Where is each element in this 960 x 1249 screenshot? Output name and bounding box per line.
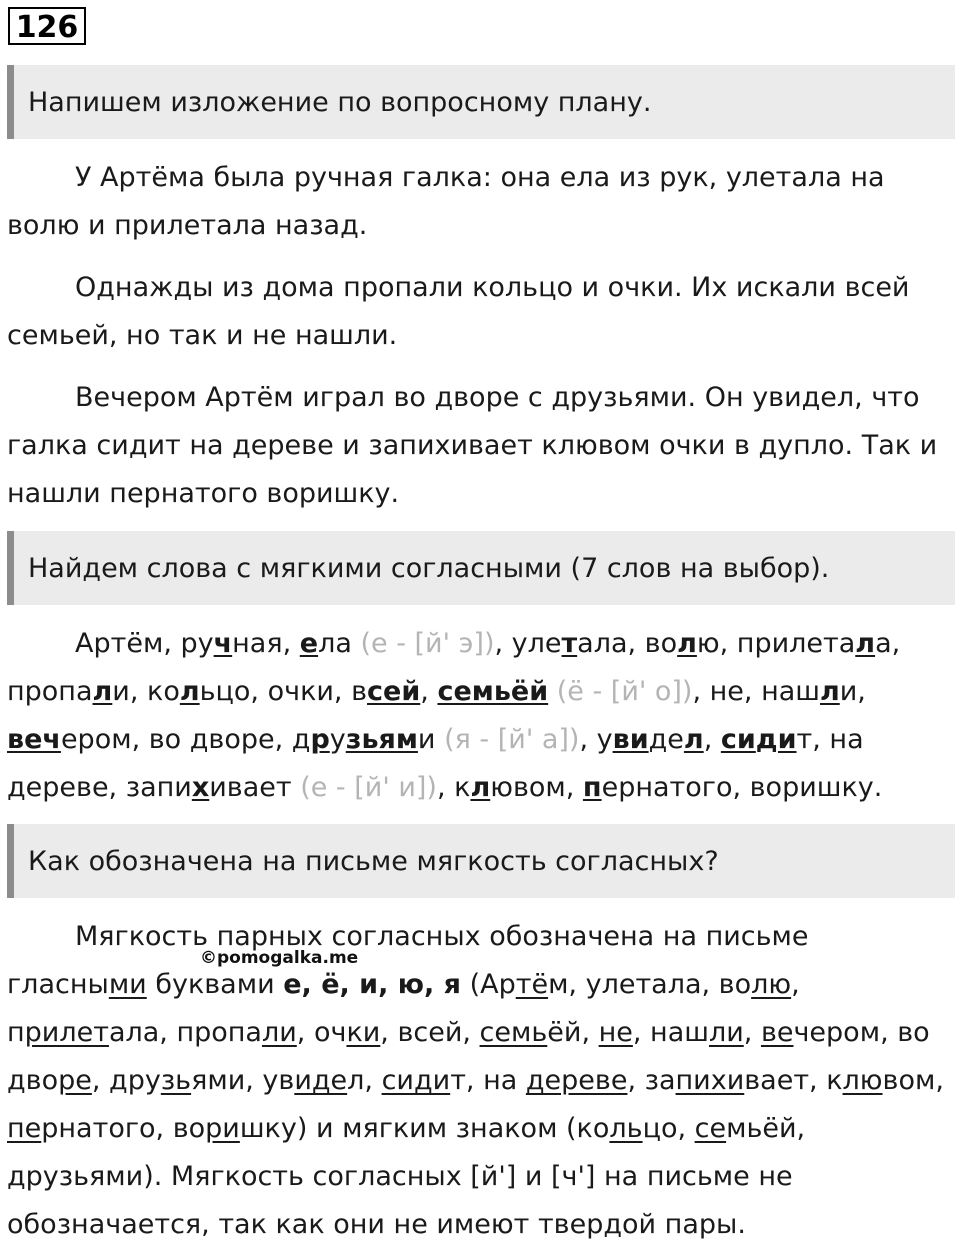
soft-consonant-words: Артём, ручная, ела (е - [й' э]), улетала, волю, прилетала, пропали, кольцо, очки, всей, семьёй (ё - [й' о]), не, нашли, вечером, во дворе, друзьями (я - [й' а]), увидел, сидит, на дереве, запихивает (е - [й' и]), клювом, пернатого, воришку. [7,628,901,803]
answer-word-mark: лю [842,1065,883,1096]
answer-word-mark: ве [760,1017,794,1048]
answer-paragraph: Мягкость парных согласных обозначена на письме гласными буквами е, ё, и, ю, я (Артём, улетала, волю, прилетала, пропали, очки, всей, семьёй, не, нашли, вечером, во дворе, друзьями, увидел, сидит, на дереве, запихивает, клювом, пернатого, воришку) и мягким знаком (кольцо, семьёй, друзьями). Мягкость согласных [й'] и [ч'] на письме не обозначается, так как они не имеют твердой пары. [7,921,944,1240]
story-paragraph-2: Однажды из дома пропали кольцо и очки. Их искали всей семьей, но так и не нашли. [7,272,910,351]
answer-word-mark: се [479,1017,512,1048]
answer-word-mark: е, ё, и, ю, я [283,969,461,1000]
soft-word-mark: л [683,724,704,755]
answer-word-mark: зь [160,1065,192,1096]
soft-word-mark: веч [7,724,61,755]
answer-word-mark: лю [751,969,792,1000]
section-header-2 [7,531,955,605]
story-paragraph-1: У Артёма была ручная галка: она ела из рук, улетала на волю и прилетала назад. [7,162,885,241]
soft-word-mark: (е - [й' э]) [360,628,495,659]
soft-word-mark: р [310,724,330,755]
section-header-1 [7,65,955,139]
section-header-3-text: Как обозначена на письме мягкость согласных? [28,845,719,877]
answer-word-mark: ки [346,1017,381,1048]
soft-word-mark: л [819,676,840,707]
soft-word-mark: ви [612,724,649,755]
soft-word-mark: (я - [й' а]) [444,724,580,755]
answer-word-mark: ри [205,1113,240,1144]
story-paragraph-3: Вечером Артём играл во дворе с друзьями. Он увидел, что галка сидит на дереве и запихивает клювом очки в дупло. Так и нашли пернатого воришку. [7,382,938,509]
soft-word-mark: е [299,628,319,659]
soft-word-mark: сей [367,676,421,707]
task-number: 126 [8,7,86,45]
soft-word-mark: ч [213,628,233,659]
answer-word-mark: пе [7,1113,42,1144]
section-header-3 [7,824,955,898]
answer-word-mark: ль [609,1113,643,1144]
answer-word-mark: пихи [675,1065,745,1096]
answer-word-mark: мь [511,1017,548,1048]
section-header-1-text: Напишем изложение по вопросному плану. [28,86,652,118]
soft-word-mark: л [677,628,697,659]
answer-word-mark: иде [294,1065,348,1096]
soft-word-mark: х [191,772,210,803]
soft-word-mark: семьёй [437,676,549,707]
soft-word-mark: ди [755,724,797,755]
soft-word-mark: л [179,676,200,707]
answer-word-mark: сиди [381,1065,451,1096]
answer-word-mark: дереве [525,1065,628,1096]
soft-word-mark: т [561,628,578,659]
answer-word-mark: ли [708,1017,744,1048]
soft-word-mark: п [582,772,602,803]
soft-word-mark: л [855,628,876,659]
soft-word-mark: л [92,676,113,707]
answer-word-mark: тё [515,969,549,1000]
answer-word-mark: ли [261,1017,297,1048]
answer-word-mark: рилет [24,1017,109,1048]
soft-word-mark: зьям [345,724,418,755]
watermark: ©pomogalka.me [200,948,359,968]
answer-word-mark: се [694,1113,727,1144]
section-header-2-text: Найдем слова с мягкими согласными (7 слов на выбор). [28,552,830,584]
soft-word-mark: (ё - [й' о]) [556,676,693,707]
answer-word-mark: не [598,1017,633,1048]
soft-word-mark: си [720,724,756,755]
answer-word-mark: ре [58,1065,92,1096]
answer-word-mark: ми [108,969,147,1000]
soft-word-mark: л [470,772,491,803]
soft-word-mark: (е - [й' и]) [300,772,437,803]
